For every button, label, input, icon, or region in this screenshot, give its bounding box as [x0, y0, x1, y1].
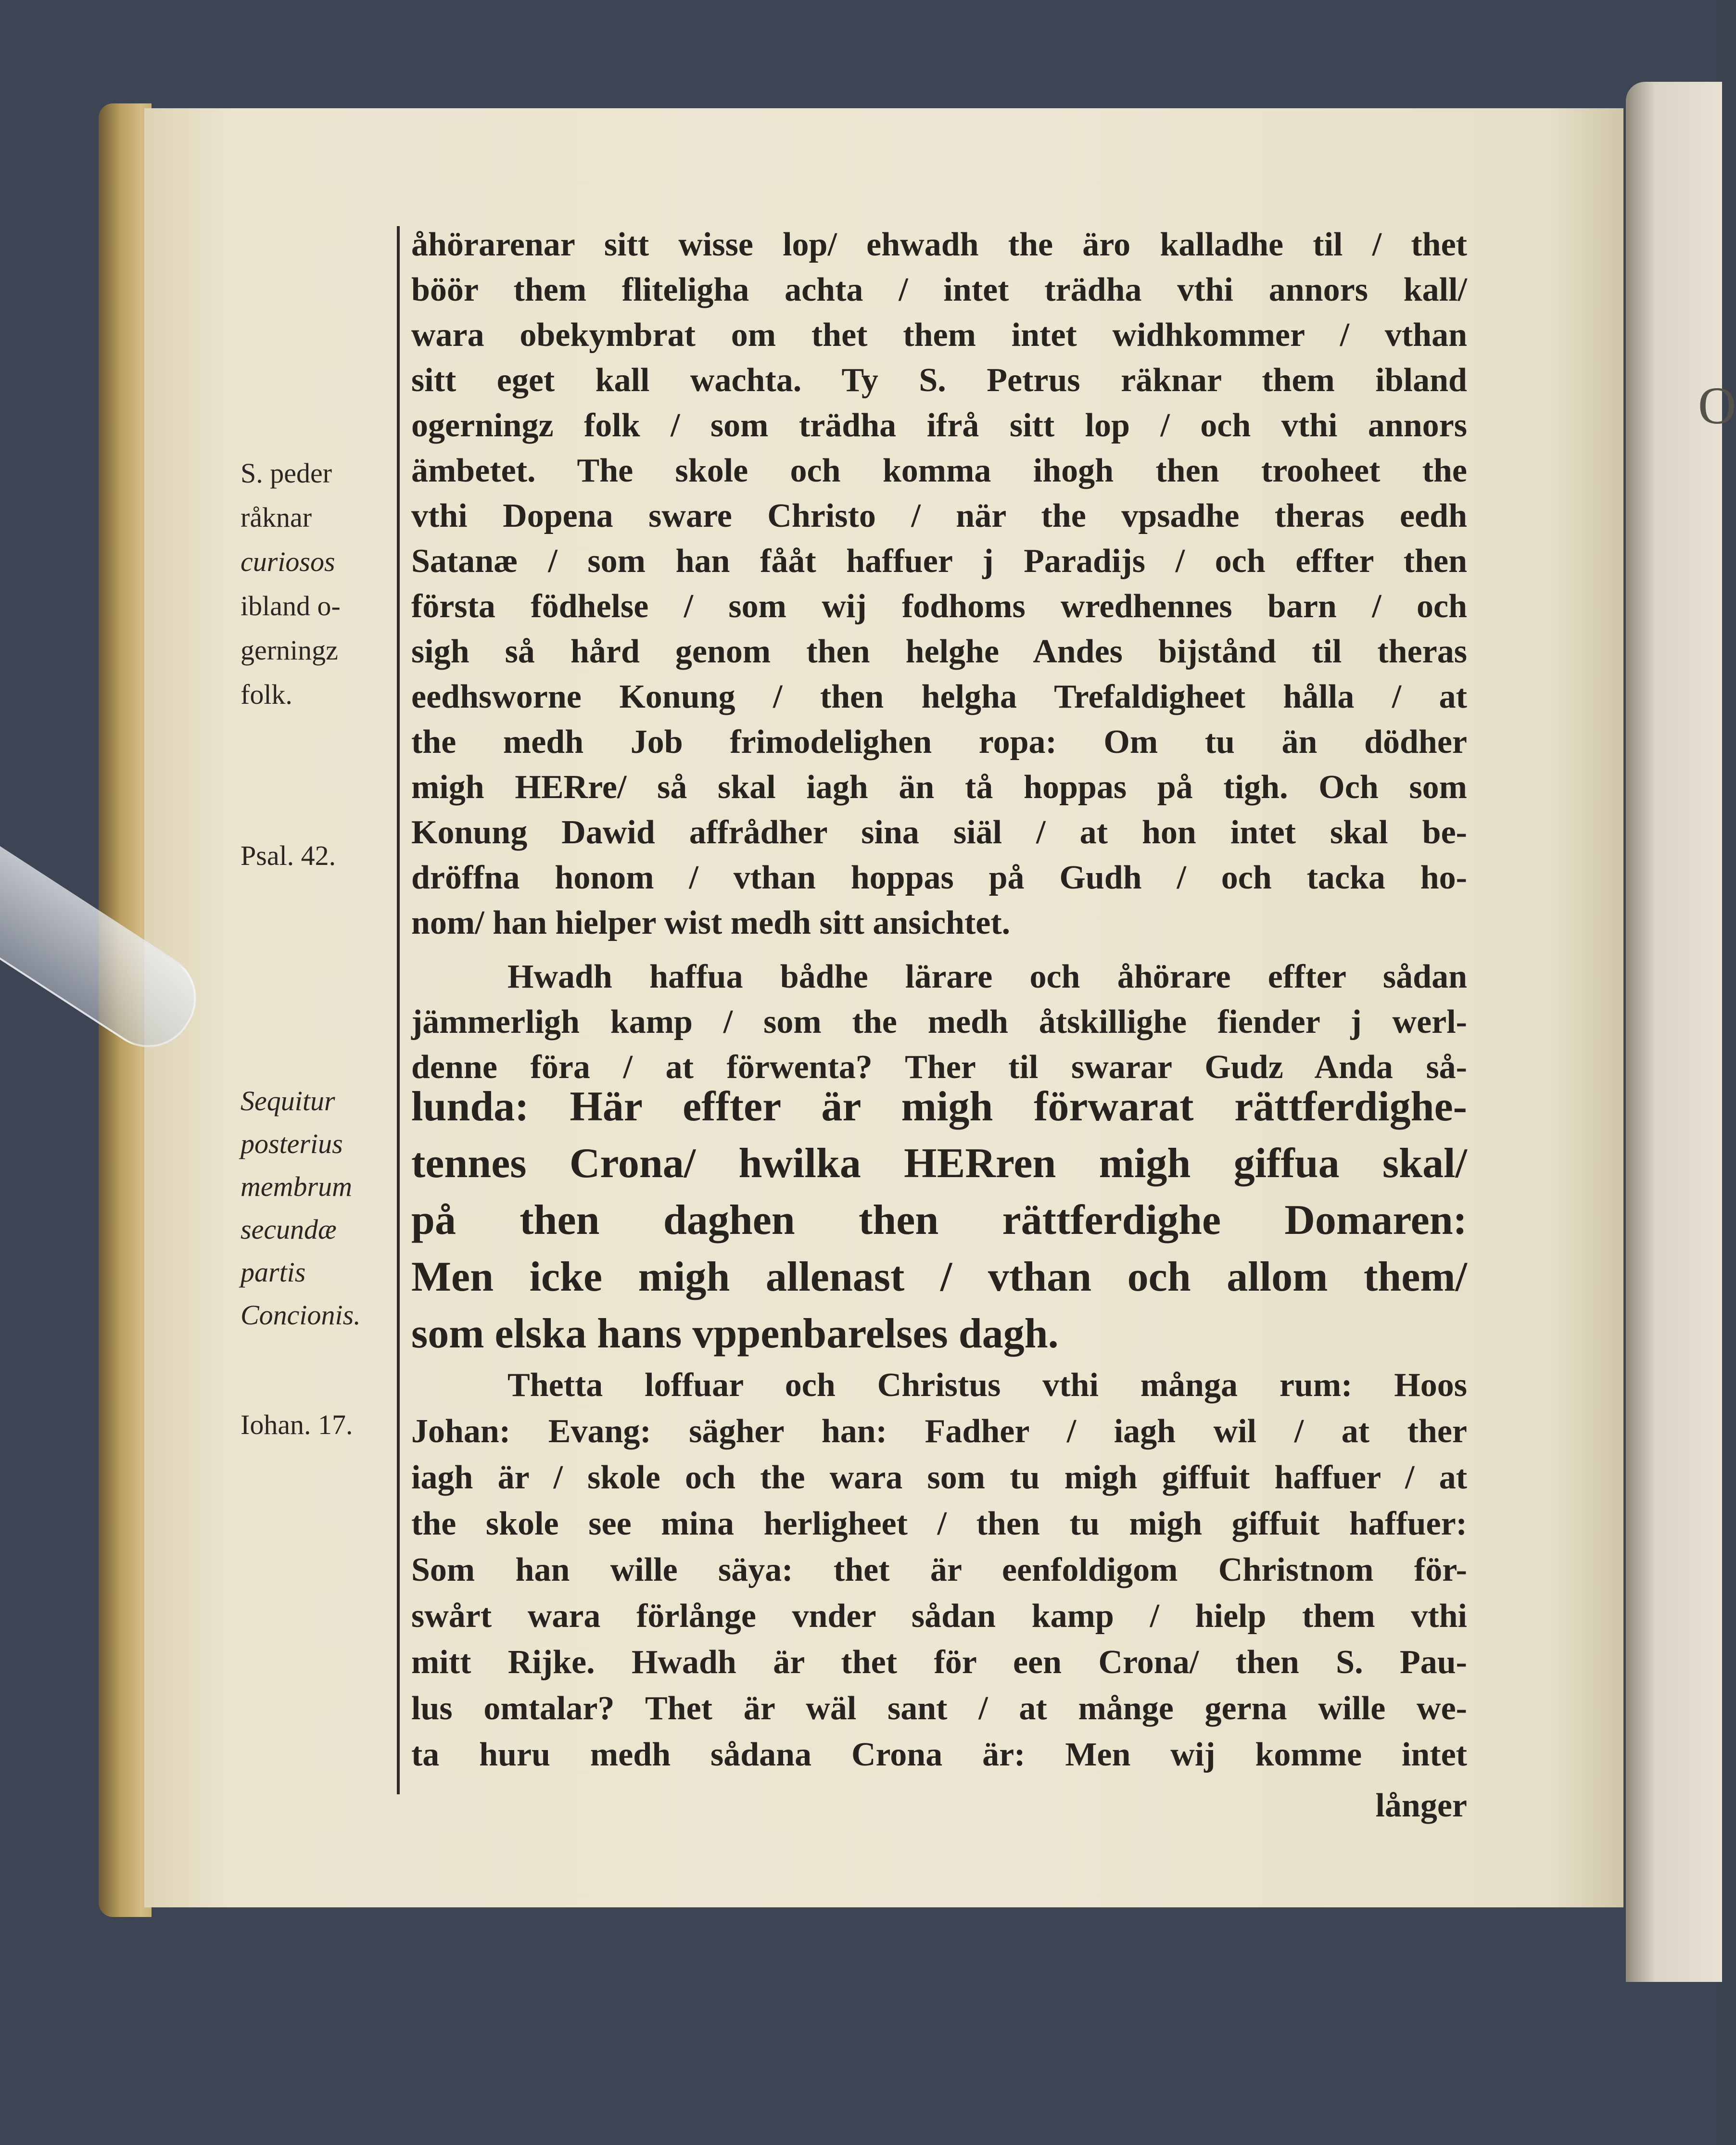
text-line: böör them fliteligha achta / intet trädha vthi annors kall/ — [411, 271, 1467, 308]
margin-note: gerningz — [241, 635, 338, 666]
text-line: första födhelse / som wij fodhoms wredhennes barn / och — [411, 588, 1467, 625]
margin-rule — [397, 226, 400, 1794]
text-line: Thetta loffuar och Christus vthi många rum: Hoos — [507, 1367, 1467, 1404]
text-line: swårt wara förlånge vnder sådan kamp / hielp them vthi — [411, 1598, 1467, 1635]
text-line: nom/ han hielper wist medh sitt ansichtet. — [411, 904, 1011, 941]
text-line: mitt Rijke. Hwadh är thet för een Crona/ then S. Pau- — [411, 1644, 1467, 1681]
margin-note: curiosos — [241, 546, 335, 577]
text-line: lus omtalar? Thet är wäl sant / at månge gerna wille we- — [411, 1690, 1467, 1727]
text-line: sigh så hård genom then helghe Andes bijstånd til theras — [411, 633, 1467, 670]
text-line: wara obekymbrat om thet them intet widhkommer / vthan — [411, 317, 1467, 354]
margin-note: membrum — [241, 1171, 352, 1202]
margin-note: Concionis. — [241, 1299, 361, 1331]
margin-note: Psal. 42. — [241, 840, 336, 871]
text-line: iagh är / skole och the wara som tu migh giffuit haffuer / at — [411, 1459, 1467, 1496]
margin-note: partis — [241, 1257, 306, 1288]
text-line: tennes Crona/ hwilka HERren migh giffua skal/ — [411, 1140, 1467, 1187]
text-line: på then daghen then rättferdighe Domaren: — [411, 1197, 1467, 1244]
text-line: denne föra / at förwenta? Ther til swarar Gudz Anda så- — [411, 1049, 1467, 1086]
text-line: jämmerligh kamp / som the medh åtskillighe fiender j werl- — [411, 1003, 1467, 1041]
text-line: vthi Dopena sware Christo / när the vpsadhe theras eedh — [411, 497, 1467, 534]
text-line: ta huru medh sådana Crona är: Men wij komme intet — [411, 1736, 1467, 1773]
text-line: ämbetet. The skole och komma ihogh then trooheet the — [411, 452, 1467, 489]
margin-note: folk. — [241, 679, 292, 710]
margin-note: Sequitur — [241, 1085, 335, 1117]
text-line: lunda: Här effter är migh förwarat rättferdighe- — [411, 1083, 1467, 1130]
text-line: dröffna honom / vthan hoppas på Gudh / och tacka ho- — [411, 859, 1467, 896]
text-line: Som han wille säya: thet är eenfoldigom Christnom för- — [411, 1551, 1467, 1588]
text-line: the skole see mina herligheet / then tu migh giffuit haffuer: — [411, 1505, 1467, 1542]
text-line: eedhsworne Konung / then helgha Trefaldigheet hålla / at — [411, 678, 1467, 715]
text-line: som elska hans vppenbarelses dagh. — [411, 1310, 1059, 1357]
text-line: Konung Dawid affrådher sina siäl / at hon intet skal be- — [411, 814, 1467, 851]
margin-note: Iohan. 17. — [241, 1409, 353, 1440]
text-line: migh HERre/ så skal iagh än tå hoppas på tigh. Och som — [411, 769, 1467, 806]
margin-note: posterius — [241, 1128, 343, 1159]
text-line: Men icke migh allenast / vthan och allom them/ — [411, 1254, 1467, 1300]
margin-note: secundæ — [241, 1214, 337, 1245]
margin-note: ibland o- — [241, 590, 341, 622]
text-line: sitt eget kall wachta. Ty S. Petrus räknar them ibland — [411, 362, 1467, 399]
text-line: the medh Job frimodelighen ropa: Om tu än dödher — [411, 723, 1467, 761]
text-line: åhörarenar sitt wisse lop/ ehwadh the äro kalladhe til / thet — [411, 226, 1467, 263]
text-line: Johan: Evang: sägher han: Fadher / iagh wil / at ther — [411, 1413, 1467, 1450]
catchword: långer — [1375, 1787, 1467, 1824]
text-line: Satanæ / som han fååt haffuer j Paradijs / och effter then — [411, 543, 1467, 580]
facing-page-edge — [1626, 82, 1722, 1982]
facing-page-letter: O — [1698, 376, 1736, 435]
margin-note: S. peder — [241, 457, 332, 489]
text-line: Hwadh haffua bådhe lärare och åhörare effter sådan — [507, 958, 1467, 995]
text-line: ogerningz folk / som trädha ifrå sitt lop / och vthi annors — [411, 407, 1467, 444]
margin-note: råknar — [241, 502, 312, 533]
